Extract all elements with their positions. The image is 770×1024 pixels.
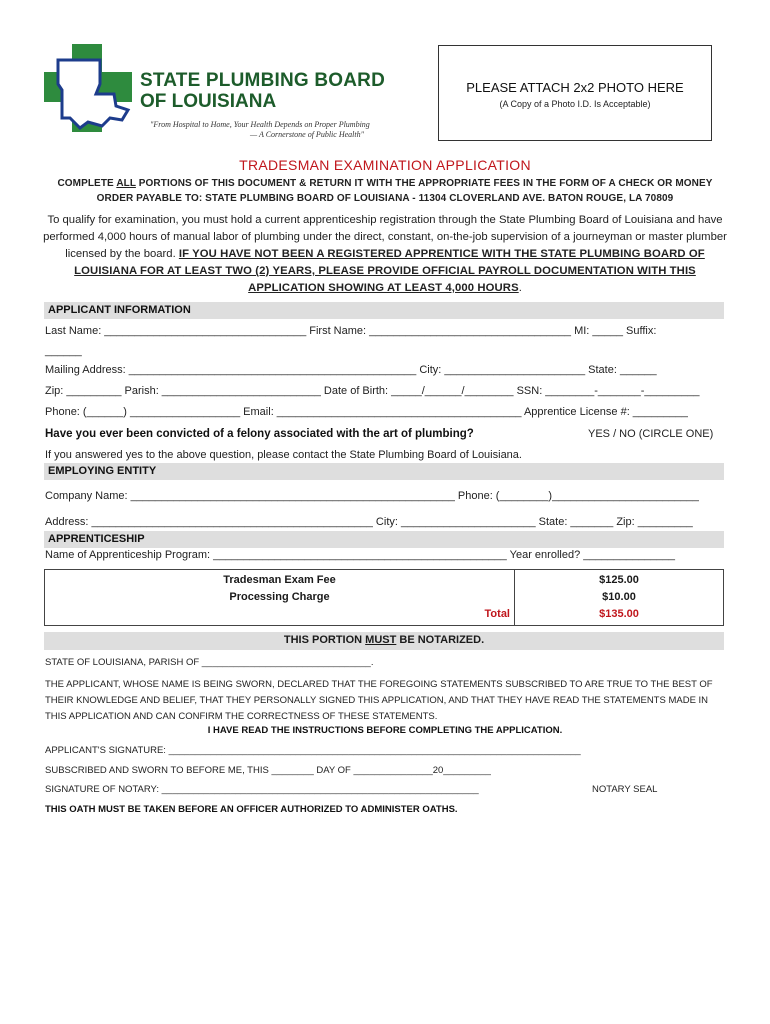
logo-tagline-2: — A Cornerstone of Public Health" bbox=[250, 130, 364, 139]
total-label: Total bbox=[484, 608, 510, 620]
photo-box-title: PLEASE ATTACH 2x2 PHOTO HERE bbox=[466, 80, 684, 95]
org-name-line2: OF LOUISIANA bbox=[140, 91, 277, 112]
suffix-field[interactable]: ______ bbox=[45, 345, 82, 357]
logo-tagline-1: "From Hospital to Home, Your Health Depends on Proper Plumbing bbox=[150, 120, 370, 129]
qualification-warning: IF YOU HAVE NOT BEEN A REGISTERED APPRENTICE WITH THE STATE PLUMBING BOARD OF LOUISIANA FOR AT LEAST TWO (2) YEARS, PLEASE PROVIDE OFFICIAL PAYROLL DOCUMENTATION WITH THIS APPLICATION SHOWING AT LEAST 4,000 HOURS bbox=[74, 248, 705, 294]
notary-heading-pre: THIS PORTION bbox=[283, 634, 366, 646]
read-instructions-statement: I HAVE READ THE INSTRUCTIONS BEFORE COMPLETING THE APPLICATION. bbox=[207, 725, 563, 736]
instructions-post: PORTIONS OF THIS DOCUMENT & RETURN IT WITH THE APPROPRIATE FEES IN THE FORM OF A CHECK OR MONEY bbox=[135, 178, 713, 189]
name-fields[interactable]: Last Name: _________________________________ First Name: _________________________________ MI: _____ Suffix: bbox=[45, 325, 657, 337]
exam-fee-label: Tradesman Exam Fee bbox=[223, 574, 336, 586]
applicant-info-heading: APPLICANT INFORMATION bbox=[44, 302, 724, 319]
felony-answer-options[interactable]: YES / NO (CIRCLE ONE) bbox=[588, 428, 714, 440]
qualification-text: To qualify for examination, you must hold a current apprenticeship registration through the State Plumbing Board of Louisiana and have performed 4,000 hours of manual labor of plumbing under the direct, constant, on-the-job supervision of a journeyman or master plumber licensed by the board. bbox=[43, 214, 727, 260]
instructions-all: ALL bbox=[116, 178, 136, 189]
photo-box-subtitle: (A Copy of a Photo I.D. Is Acceptable) bbox=[499, 99, 651, 109]
mailing-address-fields[interactable]: Mailing Address: _______________________________________________ City: _______________________ State: ______ bbox=[45, 364, 657, 376]
org-name-line1: STATE PLUMBING BOARD bbox=[140, 70, 386, 91]
employer-address-fields[interactable]: Address: ______________________________________________ City: ______________________ State: _______ Zip: _________ bbox=[45, 516, 693, 528]
subscribed-sworn-line[interactable]: SUBSCRIBED AND SWORN TO BEFORE ME, THIS ________ DAY OF _______________20_________ bbox=[45, 765, 491, 776]
state-parish-line[interactable]: STATE OF LOUISIANA, PARISH OF ________________________________. bbox=[45, 657, 374, 668]
notary-heading bbox=[44, 632, 724, 650]
photo-attach-box[interactable] bbox=[438, 45, 712, 141]
fee-amounts-cell bbox=[515, 570, 724, 626]
notary-seal-label: NOTARY SEAL bbox=[592, 784, 658, 795]
notary-heading-must: MUST bbox=[365, 634, 397, 646]
form-title: TRADESMAN EXAMINATION APPLICATION bbox=[239, 157, 531, 173]
applicant-signature-line[interactable]: APPLICANT'S SIGNATURE: ______________________________________________________________________________ bbox=[45, 745, 581, 756]
instructions-pre: COMPLETE bbox=[57, 178, 117, 189]
phone-email-license-fields[interactable]: Phone: (______) __________________ Email: ________________________________________ Apprentice License #: _________ bbox=[45, 406, 688, 418]
oath-officer-statement: THIS OATH MUST BE TAKEN BEFORE AN OFFICER AUTHORIZED TO ADMINISTER OATHS. bbox=[45, 804, 458, 815]
processing-charge-amount: $10.00 bbox=[602, 591, 636, 603]
zip-parish-dob-ssn-fields[interactable]: Zip: _________ Parish: __________________________ Date of Birth: _____/______/________ SSN: ________-_______-_________ bbox=[45, 385, 700, 397]
company-phone-fields[interactable]: Company Name: _____________________________________________________ Phone: (________)________________________ bbox=[45, 490, 699, 502]
instructions-line-1 bbox=[40, 178, 730, 189]
felony-note: If you answered yes to the above question, please contact the State Plumbing Board of Louisiana. bbox=[45, 449, 522, 461]
apprenticeship-heading: APPRENTICESHIP bbox=[44, 531, 724, 548]
total-amount: $135.00 bbox=[599, 608, 639, 620]
felony-question: Have you ever been convicted of a felony associated with the art of plumbing? bbox=[45, 428, 474, 440]
qualification-end: . bbox=[518, 282, 522, 294]
fee-labels-cell bbox=[45, 570, 515, 626]
instructions-line-2: ORDER PAYABLE TO: STATE PLUMBING BOARD OF LOUISIANA - 11304 CLOVERLAND AVE. BATON ROUGE, LA 70809 bbox=[96, 193, 674, 204]
apprenticeship-program-fields[interactable]: Name of Apprenticeship Program: ________________________________________________ Year enrolled? _______________ bbox=[45, 549, 676, 561]
qualification-paragraph bbox=[40, 212, 730, 297]
fee-table bbox=[44, 569, 724, 626]
processing-charge-label: Processing Charge bbox=[229, 591, 330, 603]
employing-entity-heading: EMPLOYING ENTITY bbox=[44, 463, 724, 480]
fee-table-row bbox=[45, 570, 724, 626]
exam-fee-amount: $125.00 bbox=[599, 574, 639, 586]
notary-heading-post: BE NOTARIZED. bbox=[396, 634, 485, 646]
notary-signature-line[interactable]: SIGNATURE OF NOTARY: ____________________________________________________________ bbox=[45, 784, 479, 795]
sworn-declaration: THE APPLICANT, WHOSE NAME IS BEING SWORN, DECLARED THAT THE FOREGOING STATEMENTS SUBSCRIBED TO ARE TRUE TO THE BEST OF THEIR KNOWLEDGE AND BELIEF, THAT THEY PERSONALLY SIGNED THIS APPLICATION, AND THAT THEY HAVE READ THE STATEMENTS MADE IN THIS APPLICATION AND CAN CONFIRM THE CORRECTNESS OF THESE STATEMENTS. bbox=[45, 679, 713, 722]
